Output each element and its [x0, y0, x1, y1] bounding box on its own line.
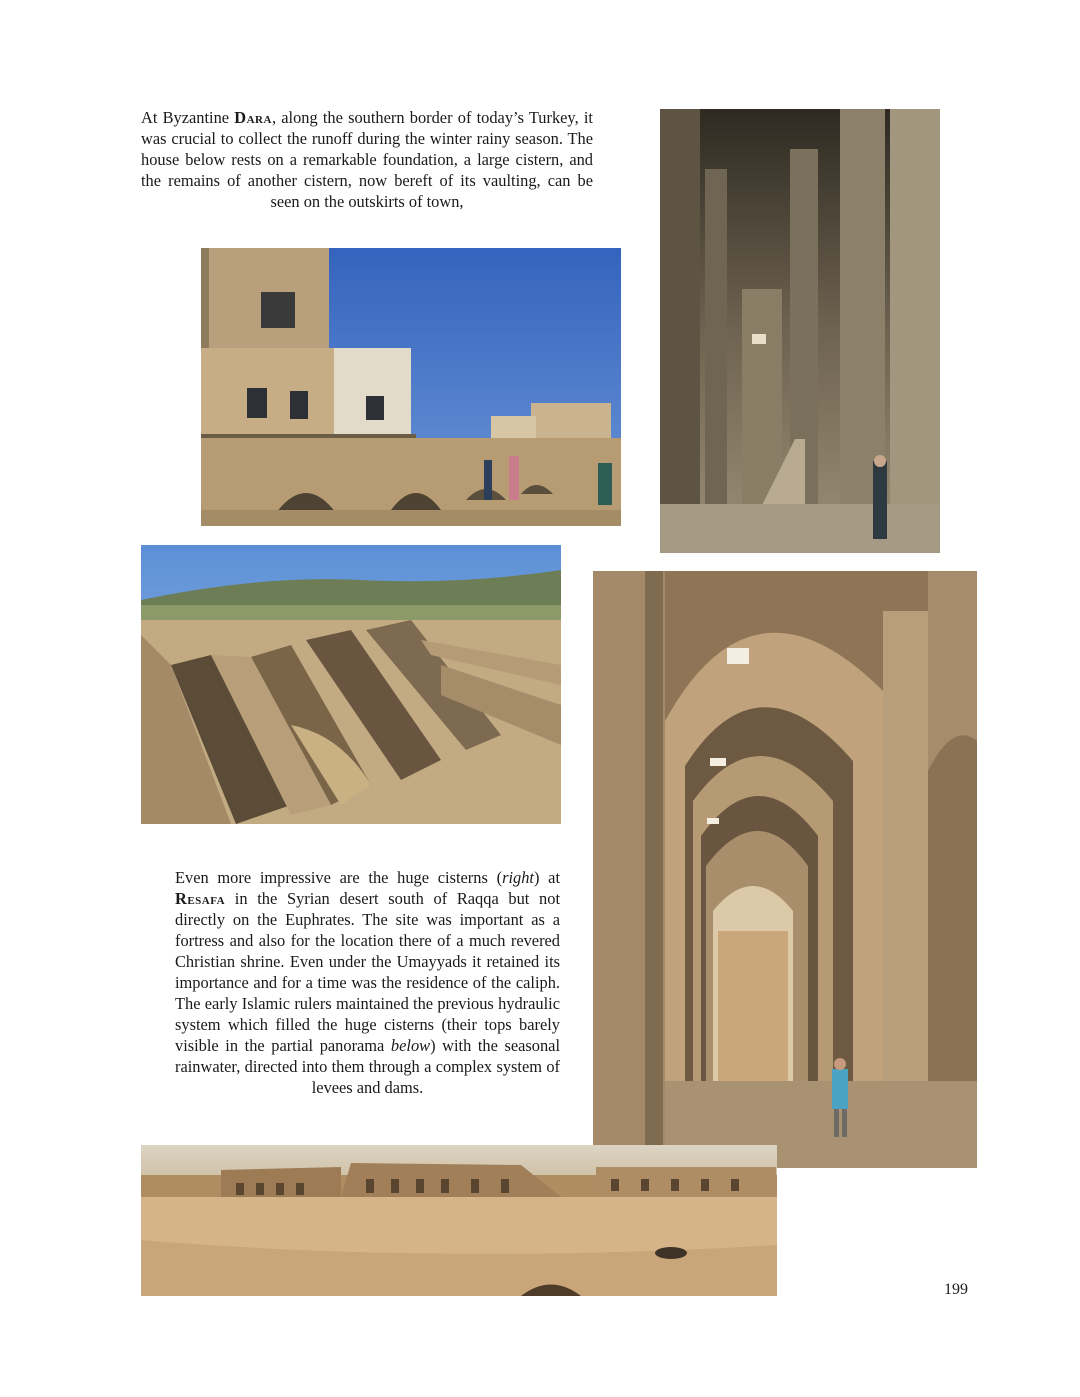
intro-paragraph: At Byzantine Dara, along the southern border of today’s Turkey, it was crucial to collect the runoff during the winter rainy season. The house below rests on a remarkable foundation, a large cistern, and the remains of another cistern, now bereft of its vaulting, can be seen on the outskirts of town,	[141, 108, 593, 211]
place-name-resafa: Resafa	[175, 889, 226, 908]
photo-dara-house	[201, 248, 621, 526]
place-name-dara: Dara	[234, 108, 272, 127]
resafa-paragraph: Even more impressive are the huge cisterns (right) at Resafa in the Syrian desert south of Raqqa but not directly on the Euphrates. The site was important as a fortress and also for the location there of a much revered Christian shrine. Even under the Umayyads it retained its importance and for a time was the residence of the caliph. The early Islamic rulers maintained the previous hydraulic system which filled the huge cisterns (their tops barely visible in the partial panorama below) with the seasonal rainwater, directed into them through a complex system of levees and dams.	[175, 868, 560, 1097]
photo-resafa-cisterns	[593, 571, 977, 1168]
photo-dara-cistern-interior	[660, 109, 940, 553]
page-number: 199	[944, 1281, 968, 1298]
photo-dara-open-cistern	[141, 545, 561, 824]
photo-resafa-panorama	[141, 1145, 777, 1296]
